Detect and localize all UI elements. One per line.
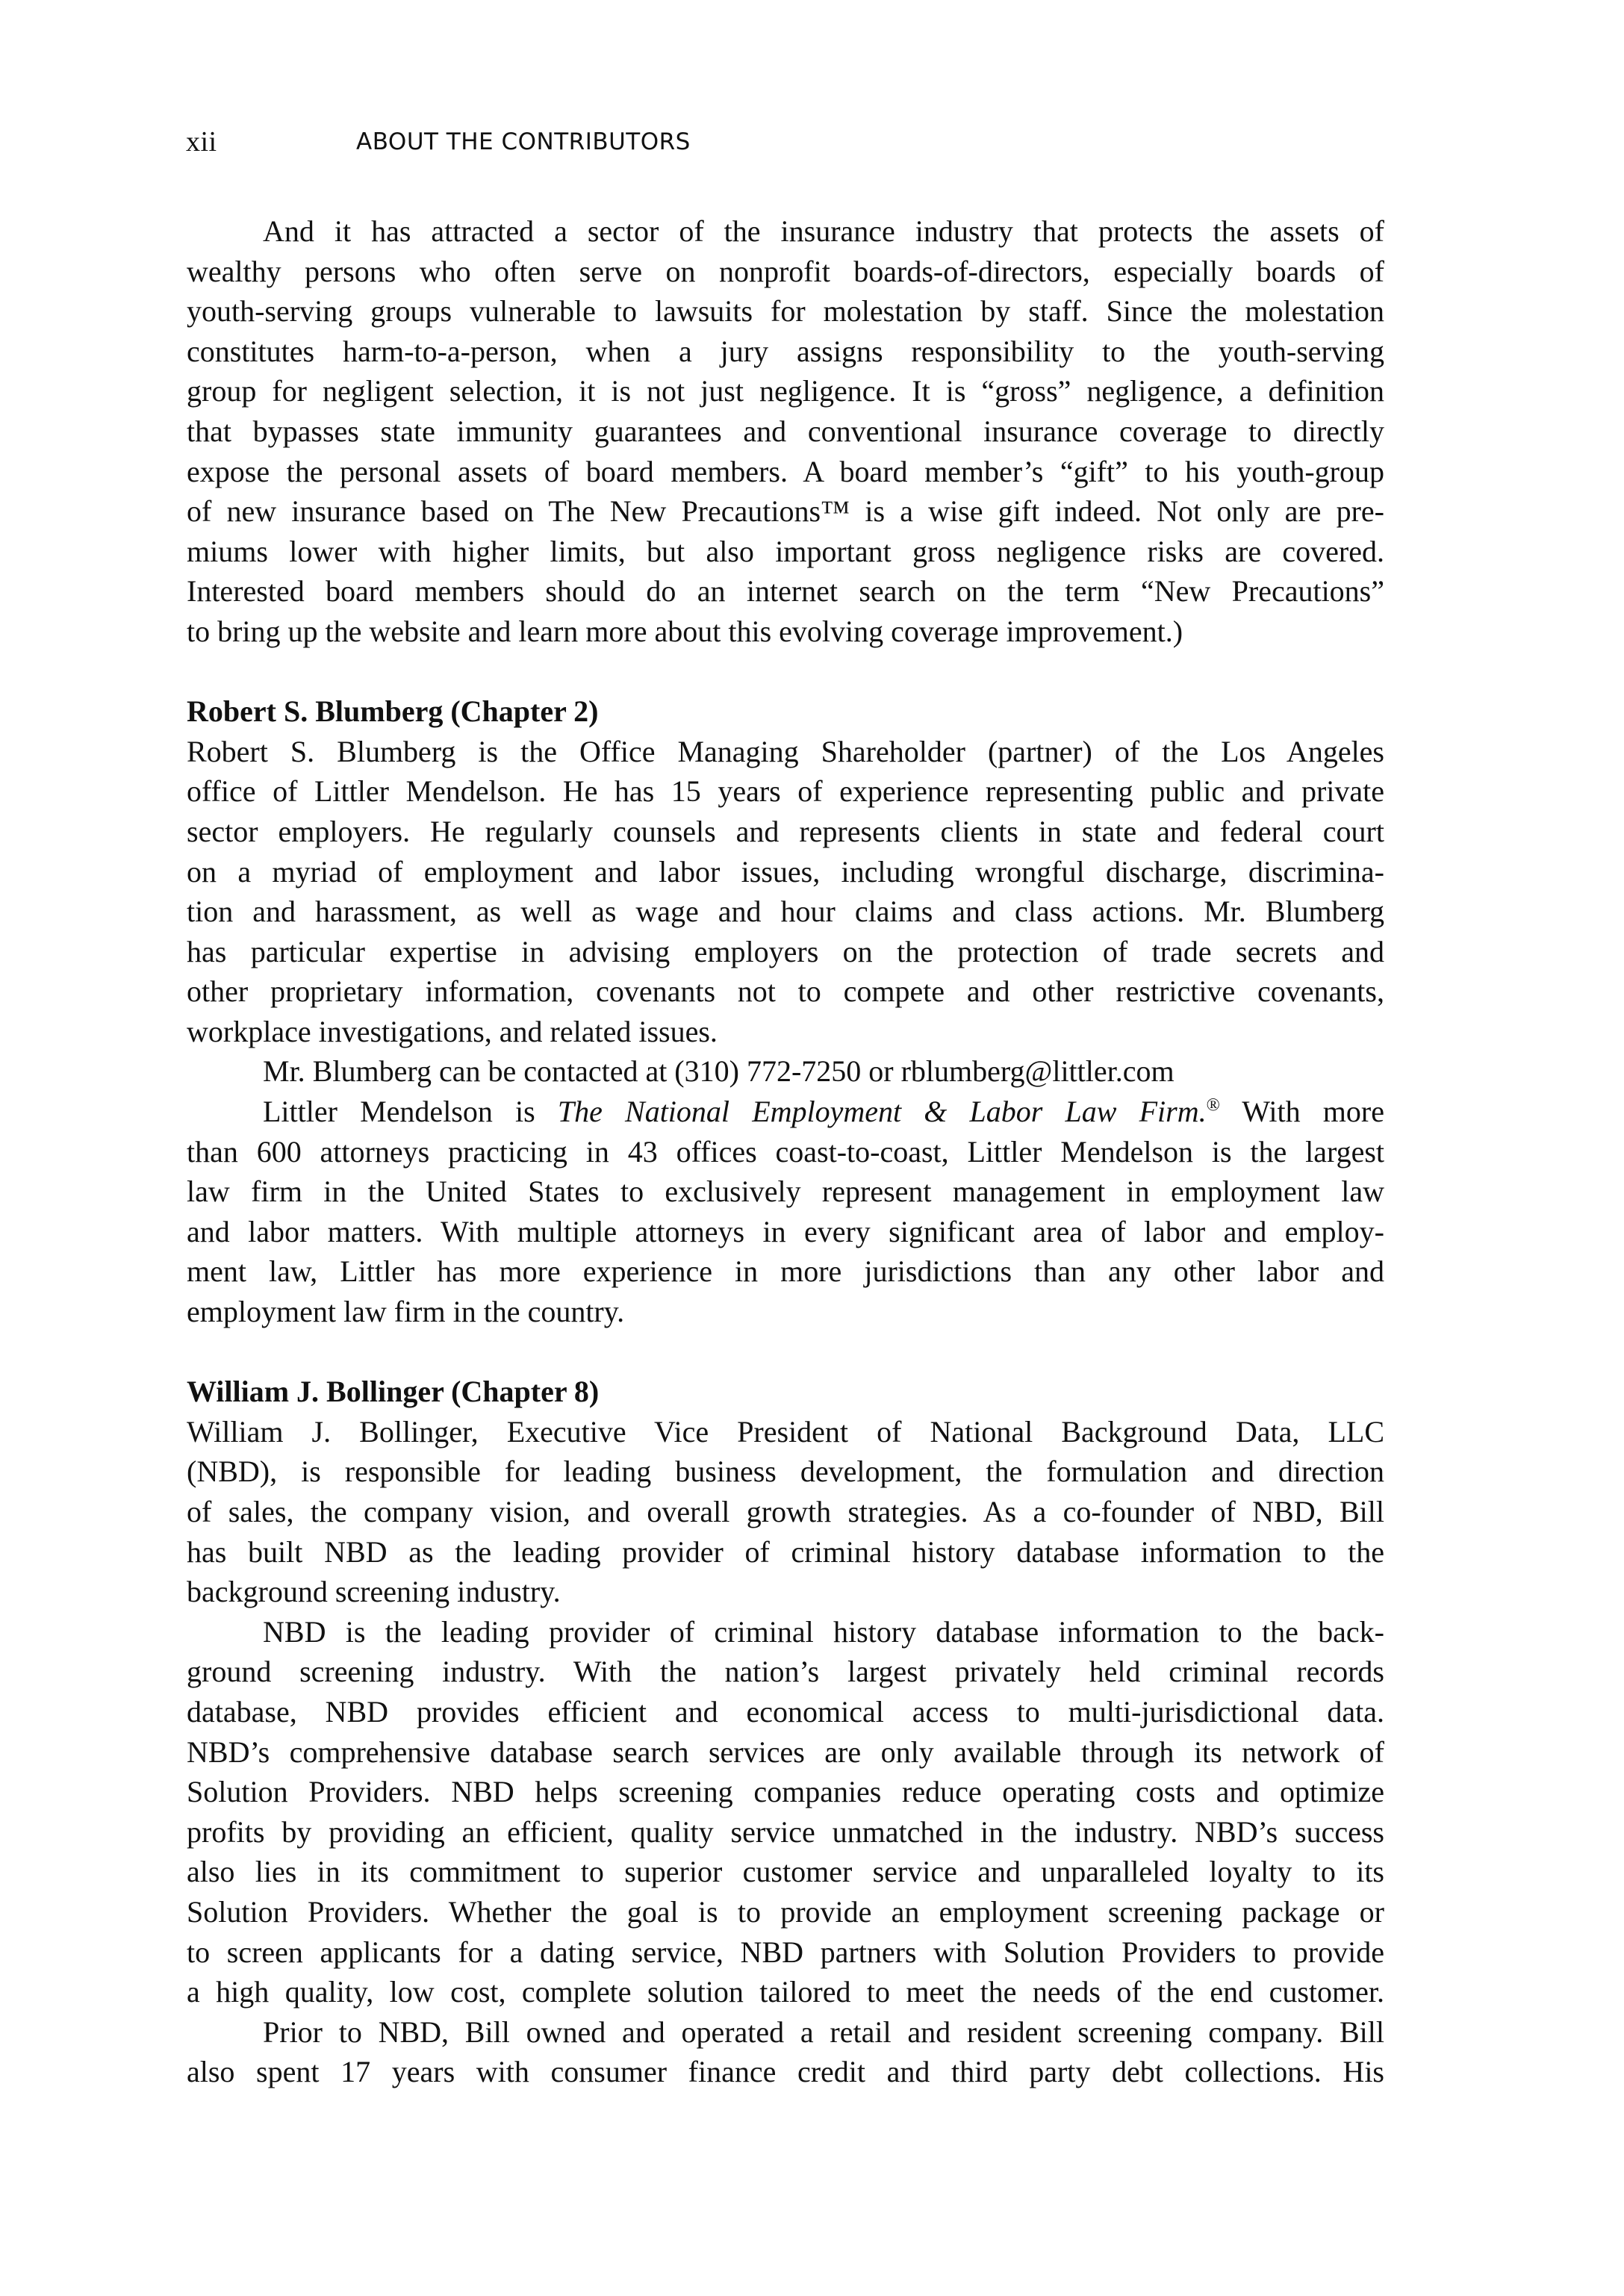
text-line: of new insurance based on The New Precautions™ is a wise gift indeed. Not only are pre- — [187, 494, 1384, 529]
text-line: and labor matters. With multiple attorneys in every significant area of labor and employ- — [187, 1214, 1384, 1248]
text-line: to screen applicants for a dating service, NBD partners with Solution Providers to provide — [187, 1935, 1384, 1969]
text-line: miums lower with higher limits, but also important gross negligence risks are covered. — [187, 534, 1384, 568]
text-line: group for negligent selection, it is not just negligence. It is “gross” negligence, a definition — [187, 374, 1384, 408]
text-segment: Littler Mendelson is — [263, 1095, 558, 1129]
text-line: Mr. Blumberg can be contacted at (310) 772-7250 or rblumberg@littler.com — [263, 1054, 1175, 1089]
text-line: ground screening industry. With the nation’s largest privately held criminal records — [187, 1655, 1384, 1689]
text-line: on a myriad of employment and labor issues, including wrongful discharge, discrimina- — [187, 854, 1384, 889]
text-line: And it has attracted a sector of the insurance industry that protects the assets of — [263, 214, 1384, 248]
page-body — [187, 211, 1384, 2092]
page-number: xii — [186, 126, 217, 158]
text-line: also spent 17 years with consumer finance credit and third party debt collections. His — [187, 2055, 1384, 2089]
contributor-heading: Robert S. Blumberg (Chapter 2) — [187, 694, 599, 729]
text-line: office of Littler Mendelson. He has 15 years of experience representing public and private — [187, 774, 1384, 809]
text-line: a high quality, low cost, complete solution tailored to meet the needs of the end customer. — [187, 1975, 1384, 2009]
text-line: wealthy persons who often serve on nonprofit boards-of-directors, especially boards of — [187, 254, 1384, 288]
paragraph — [187, 732, 1384, 1052]
text-line: Solution Providers. NBD helps screening companies reduce operating costs and optimize — [187, 1775, 1384, 1809]
text-line: law firm in the United States to exclusively represent management in employment law — [187, 1175, 1384, 1209]
text-line: tion and harassment, as well as wage and hour claims and class actions. Mr. Blumberg — [187, 895, 1384, 929]
text-line: ment law, Littler has more experience in more jurisdictions than any other labor and — [187, 1254, 1384, 1289]
text-line: constitutes harm-to-a-person, when a jury assigns responsibility to the youth-serving — [187, 334, 1384, 368]
text-line: youth-serving groups vulnerable to lawsuits for molestation by staff. Since the molestation — [187, 294, 1384, 329]
paragraph — [187, 2012, 1384, 2092]
text-line: employment law firm in the country. — [187, 1295, 625, 1329]
text-line: also lies in its commitment to superior customer service and unparalleled loyalty to its — [187, 1855, 1384, 1889]
text-line: Robert S. Blumberg is the Office Managing Shareholder (partner) of the Los Angeles — [187, 734, 1384, 768]
paragraph — [187, 211, 1384, 652]
text-segment: With more — [1219, 1095, 1384, 1129]
text-line: William J. Bollinger, Executive Vice President of National Background Data, LLC — [187, 1414, 1384, 1449]
text-line: to bring up the website and learn more about this evolving coverage improvement.) — [187, 614, 1183, 648]
text-line: Interested board members should do an internet search on the term “New Precautions” — [187, 574, 1384, 609]
paragraph — [187, 1092, 1384, 1332]
paragraph — [187, 1051, 1384, 1092]
text-line: background screening industry. — [187, 1575, 561, 1609]
text-line: expose the personal assets of board members. A board member’s “gift” to his youth-group — [187, 454, 1384, 488]
text-line: Solution Providers. Whether the goal is to provide an employment screening package or — [187, 1894, 1384, 1929]
text-line: has built NBD as the leading provider of criminal history database information to the — [187, 1534, 1384, 1569]
text-line: (NBD), is responsible for leading business development, the formulation and direction — [187, 1455, 1384, 1489]
text-line: Prior to NBD, Bill owned and operated a retail and resident screening company. Bill — [263, 2015, 1384, 2049]
text-line: that bypasses state immunity guarantees and conventional insurance coverage to directly — [187, 414, 1384, 448]
blank-line — [187, 1332, 1384, 1372]
contributor-heading: William J. Bollinger (Chapter 8) — [187, 1375, 600, 1409]
running-title: ABOUT THE CONTRIBUTORS — [356, 128, 691, 155]
registered-mark: ® — [1206, 1095, 1220, 1116]
text-line: sector employers. He regularly counsels and represents clients in state and federal court — [187, 814, 1384, 848]
text-line: workplace investigations, and related issues. — [187, 1014, 718, 1048]
italic-text: The National Employment & Labor Law Firm. — [557, 1095, 1207, 1129]
text-line: database, NBD provides efficient and economical access to multi-jurisdictional data. — [187, 1694, 1384, 1729]
text-line: NBD is the leading provider of criminal history database information to the back- — [263, 1614, 1384, 1649]
text-line: other proprietary information, covenants not to compete and other restrictive covenants, — [187, 974, 1384, 1009]
text-line: of sales, the company vision, and overall growth strategies. As a co-founder of NBD, Bill — [187, 1495, 1384, 1528]
paragraph — [187, 1412, 1384, 1612]
paragraph — [187, 1612, 1384, 2012]
text-line — [187, 1092, 1384, 1132]
blank-line — [187, 652, 1384, 692]
text-line: profits by providing an efficient, quality service unmatched in the industry. NBD’s success — [187, 1814, 1384, 1849]
text-line: NBD’s comprehensive database search services are only available through its network of — [187, 1735, 1384, 1769]
text-line: than 600 attorneys practicing in 43 offices coast-to-coast, Littler Mendelson is the largest — [187, 1134, 1384, 1169]
text-line: has particular expertise in advising employers on the protection of trade secrets and — [187, 934, 1384, 968]
